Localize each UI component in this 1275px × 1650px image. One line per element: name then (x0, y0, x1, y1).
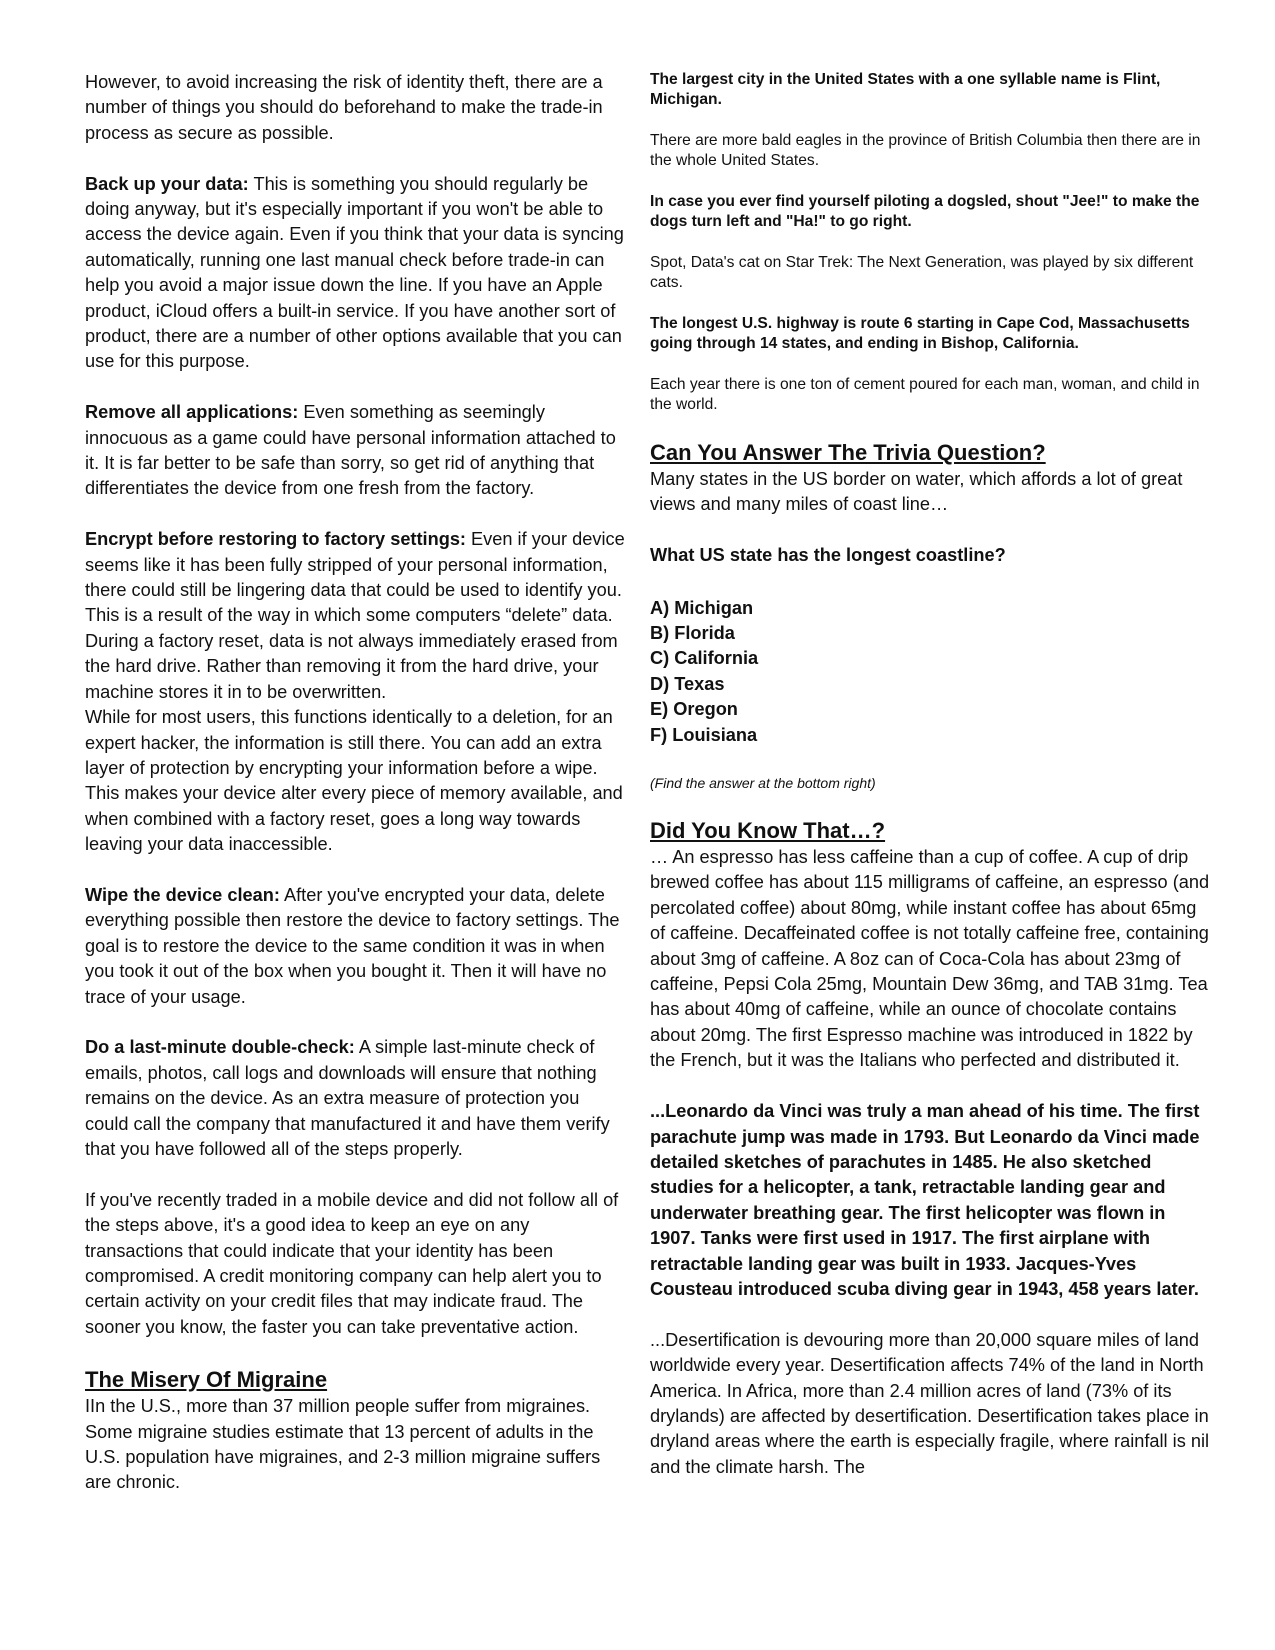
left-column (85, 70, 625, 1496)
trivia-note: (Find the answer at the bottom right) (650, 775, 876, 792)
tip-heading: Do a last-minute double-check: (85, 1037, 355, 1058)
tip-text: This is something you should regularly be doing anyway, but it's especially important if you won't be able to access the device again. Even if you think that your data is syncing automatically, running one last manual check before trade-in can help you avoid a major issue down the line. If you have an Apple product, iCloud offers a built-in service. If you have another sort of product, there are a number of other options available that you can use for this purpose. (85, 173, 624, 372)
fact-item: The largest city in the United States with a one syllable name is Flint, Michigan. (650, 71, 1161, 108)
tip-heading: Remove all applications: (85, 402, 299, 423)
fact-item: Spot, Data's cat on Star Trek: The Next Generation, was played by six different cats. (650, 254, 1194, 291)
tip-heading: Wipe the device clean: (85, 884, 280, 905)
right-column (650, 70, 1210, 1480)
trivia-option: E) Oregon (650, 699, 738, 720)
trivia-question: What US state has the longest coastline? (650, 545, 1006, 566)
tip-encrypt (85, 527, 625, 705)
trivia-option: C) California (650, 648, 759, 669)
fact-item: The longest U.S. highway is route 6 starting in Cape Cod, Massachusetts going through 14 states, and ending in Bishop, California. (650, 315, 1190, 352)
fact-item: Each year there is one ton of cement poured for each man, woman, and child in the world. (650, 376, 1200, 413)
migraine-paragraph: IIn the U.S., more than 37 million people suffer from migraines. Some migraine studies estimate that 13 percent of adults in the U.S. population have migraines, and 2-3 million migraine suffers are chronic. (85, 1396, 601, 1493)
tip-double-check (85, 1035, 625, 1162)
trivia-option: F) Louisiana (650, 724, 758, 745)
tip-wipe (85, 883, 625, 1010)
trivia-heading: Can You Answer The Trivia Question? (650, 440, 1046, 465)
fun-facts (650, 70, 1210, 415)
trivia-intro: Many states in the US border on water, which affords a lot of great views and many miles of coast line… (650, 469, 1183, 515)
did-you-know-desertification: ...Desertification is devouring more than 20,000 square miles of land worldwide every year. Desertification affects 74% of the land in North America. In Africa, more than 2.4 million acres of land (73% of its drylands) are affected by desertification. Desertification takes place in dryland areas where the earth is especially fragile, where rainfall is nil and the climate harsh. The (650, 1329, 1210, 1477)
intro-paragraph: However, to avoid increasing the risk of identity theft, there are a number of things you should do beforehand to make the trade-in process as secure as possible. (85, 72, 603, 143)
did-you-know-coffee: … An espresso has less caffeine than a cup of coffee. A cup of drip brewed coffee has about 115 milligrams of caffeine, an espresso (and percolated coffee) about 80mg, while instant coffee has about 65mg of caffeine. Decaffeinated coffee is not totally caffeine free, containing about 3mg of caffeine. A 8oz can of Coca-Cola has about 23mg of caffeine, Pepsi Cola 25mg, Mountain Dew 36mg, and TAB 31mg. Tea has about 40mg of caffeine, while an ounce of chocolate contains about 20mg. The first Espresso machine was introduced in 1822 by the French, but it was the Italians who perfected and distributed it. (650, 847, 1210, 1071)
trivia-option: D) Texas (650, 673, 725, 694)
tip-text: After you've encrypted your data, delete everything possible then restore the device to factory settings. The goal is to restore the device to the same condition it was in when you took it out of the box when you bought it. Then it will have no trace of your usage. (85, 884, 620, 1007)
tip-text: Even if your device seems like it has been fully stripped of your personal information, there could still be lingering data that could be used to identify you. This is a result of the way in which some computers “delete” data. During a factory reset, data is not always immediately erased from the hard drive. Rather than removing it from the hard drive, your machine stores it in to be overwritten. (85, 529, 625, 702)
tip-text: Even something as seemingly innocuous as a game could have personal information attached to it. It is far better to be safe than sorry, so get rid of anything that differentiates the device from one fresh from the factory. (85, 402, 616, 499)
trivia-option: A) Michigan (650, 597, 754, 618)
tip-heading: Encrypt before restoring to factory settings: (85, 529, 466, 550)
tip-text: A simple last-minute check of emails, photos, call logs and downloads will ensure that nothing remains on the device. As an extra measure of protection you could call the company that manufactured it and have them verify that you have followed all of the steps properly. (85, 1037, 610, 1159)
migraine-heading: The Misery Of Migraine (85, 1367, 328, 1393)
fact-item: There are more bald eagles in the province of British Columbia then there are in the whole United States. (650, 132, 1201, 169)
tip-backup (85, 172, 625, 375)
fact-item: In case you ever find yourself piloting a dogsled, shout "Jee!" to make the dogs turn left and "Ha!" to go right. (650, 193, 1200, 230)
encrypt-continuation: While for most users, this functions identically to a deletion, for an expert hacker, the information is still there. You can add an extra layer of protection by encrypting your information before a wipe. This makes your device alter every piece of memory available, and when combined with a factory reset, goes a long way towards leaving your data inaccessible. (85, 707, 623, 855)
tip-remove-apps (85, 400, 625, 502)
did-you-know-heading: Did You Know That…? (650, 818, 886, 844)
did-you-know-leonardo: ...Leonardo da Vinci was truly a man ahead of his time. The first parachute jump was made in 1793. But Leonardo da Vinci made detailed sketches of parachutes in 1485. He also sketched studies for a helicopter, a tank, retractable landing gear and underwater breathing gear. The first helicopter was flown in 1907. Tanks were first used in 1917. The first airplane with retractable landing gear was built in 1933. Jacques-Yves Cousteau introduced scuba diving gear in 1943, 458 years later. (650, 1101, 1200, 1299)
tip-heading: Back up your data: (85, 173, 249, 194)
trivia-option: B) Florida (650, 623, 735, 644)
closing-paragraph: If you've recently traded in a mobile device and did not follow all of the steps above, it's a good idea to keep an eye on any transactions that could indicate that your identity has been compromised. A credit monitoring company can help alert you to certain activity on your credit files that may indicate fraud. The sooner you know, the faster you can take preventative action. (85, 1189, 619, 1337)
trivia-options (650, 596, 1210, 748)
